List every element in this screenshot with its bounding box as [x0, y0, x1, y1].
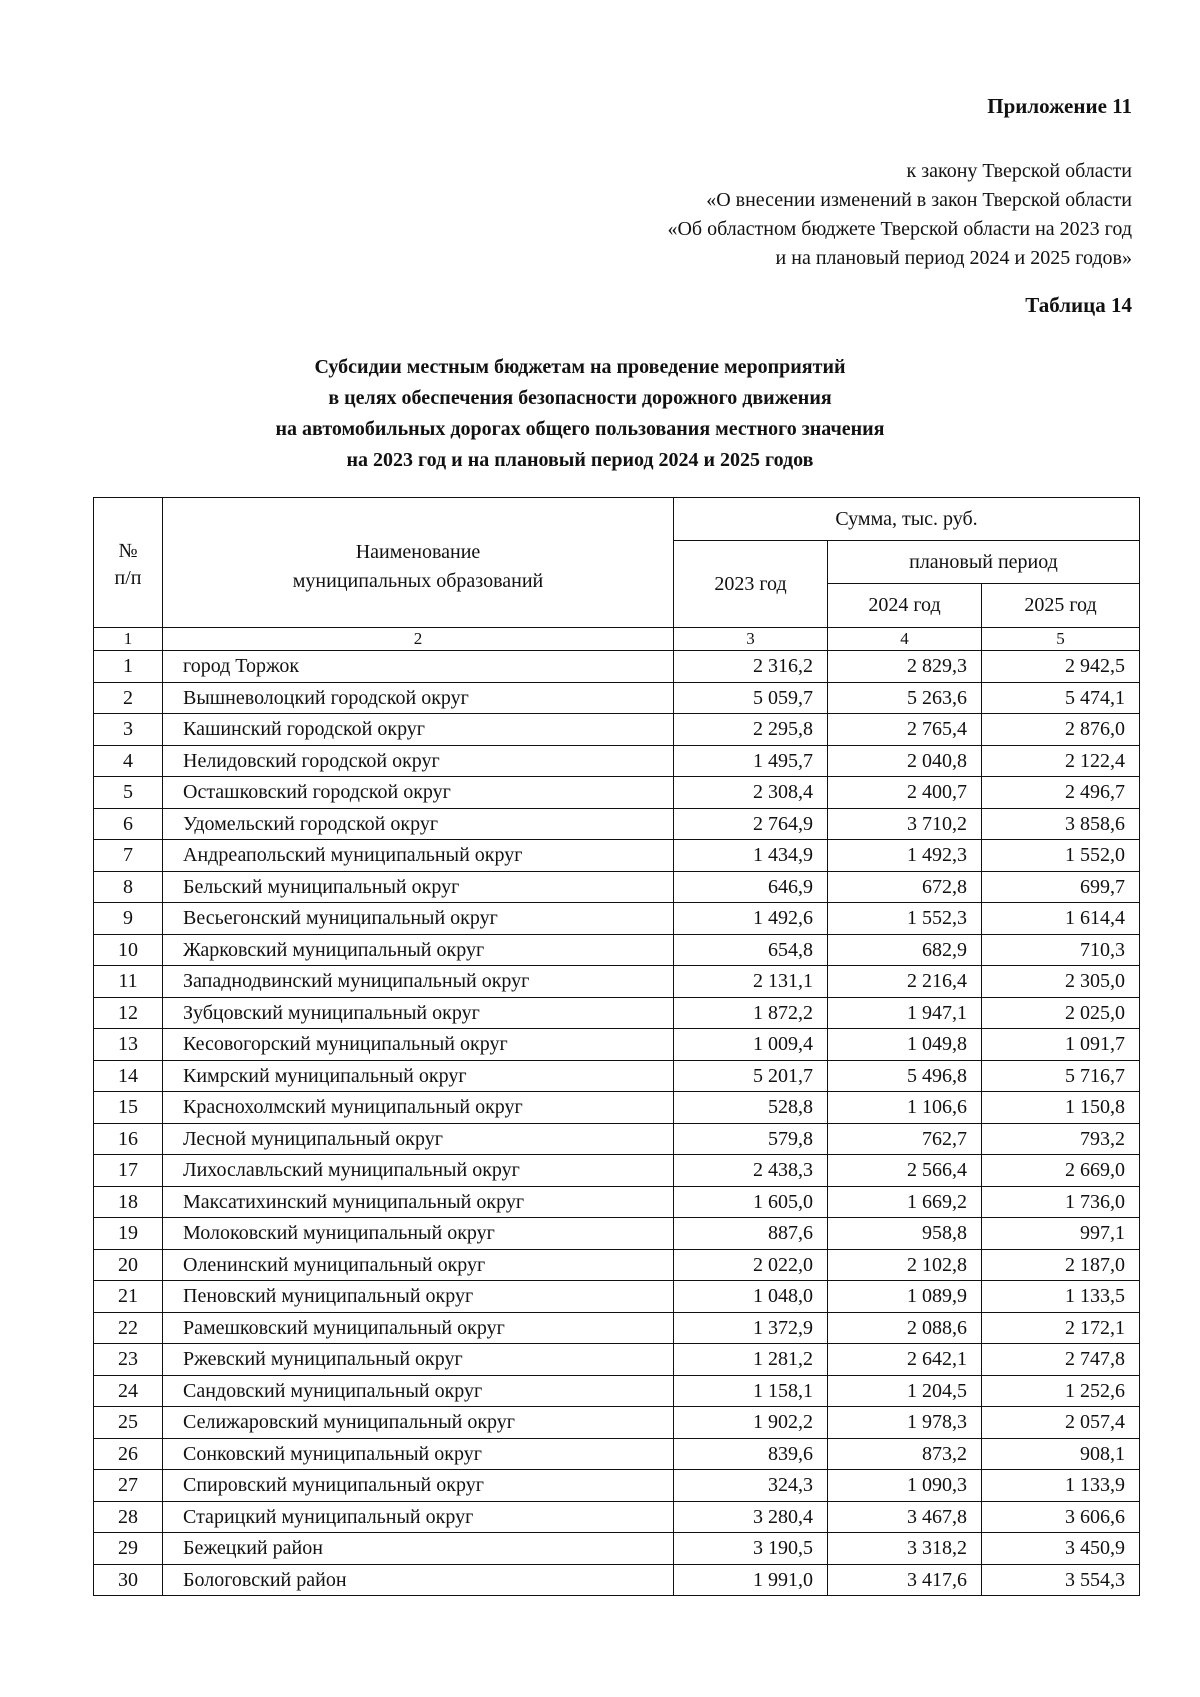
row-number-cell: 11 — [94, 966, 163, 998]
row-2025-cell: 3 858,6 — [982, 808, 1140, 840]
row-name-cell: Кимрский муниципальный округ — [163, 1060, 674, 1092]
header-sum-label: Сумма, тыс. руб. — [835, 507, 978, 530]
row-2023-cell: 887,6 — [674, 1218, 828, 1250]
row-number-cell: 13 — [94, 1029, 163, 1061]
row-2025-cell: 1 133,9 — [982, 1470, 1140, 1502]
row-2024-cell: 2 040,8 — [828, 745, 982, 777]
row-2024-cell: 1 090,3 — [828, 1470, 982, 1502]
document-title — [150, 352, 1010, 476]
row-2025-cell: 2 496,7 — [982, 777, 1140, 809]
row-2023-cell: 1 434,9 — [674, 840, 828, 872]
title-line: Субсидии местным бюджетам на проведение мероприятий — [314, 356, 846, 378]
table-row — [94, 871, 1140, 903]
row-number-cell: 12 — [94, 997, 163, 1029]
header-name-line1: Наименование — [355, 541, 481, 563]
row-2025-cell: 710,3 — [982, 934, 1140, 966]
row-number-cell: 20 — [94, 1249, 163, 1281]
row-2024-cell: 762,7 — [828, 1123, 982, 1155]
row-2025-cell: 699,7 — [982, 871, 1140, 903]
title-line: в целях обеспечения безопасности дорожного движения — [328, 387, 832, 409]
title-line: на автомобильных дорогах общего пользования местного значения — [275, 418, 885, 440]
row-2023-cell: 1 492,6 — [674, 903, 828, 935]
row-number-cell: 19 — [94, 1218, 163, 1250]
table-row — [94, 903, 1140, 935]
table-row — [94, 808, 1140, 840]
row-2024-cell: 1 492,3 — [828, 840, 982, 872]
row-name-cell: Рамешковский муниципальный округ — [163, 1312, 674, 1344]
row-number-cell: 2 — [94, 682, 163, 714]
row-name-cell: Ржевский муниципальный округ — [163, 1344, 674, 1376]
row-2025-cell: 2 942,5 — [982, 651, 1140, 683]
row-2023-cell: 1 991,0 — [674, 1564, 828, 1596]
header-2025-cell — [982, 584, 1140, 628]
row-2024-cell: 672,8 — [828, 871, 982, 903]
row-2024-cell: 1 552,3 — [828, 903, 982, 935]
row-2025-cell: 2 025,0 — [982, 997, 1140, 1029]
row-2025-cell: 2 122,4 — [982, 745, 1140, 777]
column-number-cell: 1 — [94, 628, 163, 651]
column-number-cell: 2 — [163, 628, 674, 651]
row-number-cell: 8 — [94, 871, 163, 903]
table-row — [94, 840, 1140, 872]
table-row — [94, 1344, 1140, 1376]
row-2025-cell: 1 614,4 — [982, 903, 1140, 935]
row-2023-cell: 1 872,2 — [674, 997, 828, 1029]
table-row — [94, 1155, 1140, 1187]
table-row — [94, 1564, 1140, 1596]
table-row — [94, 1186, 1140, 1218]
row-name-cell: Оленинский муниципальный округ — [163, 1249, 674, 1281]
row-2023-cell: 1 048,0 — [674, 1281, 828, 1313]
row-name-cell: Сандовский муниципальный округ — [163, 1375, 674, 1407]
table-row — [94, 1123, 1140, 1155]
header-2024-label: 2024 год — [868, 594, 941, 616]
table-row — [94, 1375, 1140, 1407]
row-2025-cell: 2 747,8 — [982, 1344, 1140, 1376]
row-2024-cell: 1 106,6 — [828, 1092, 982, 1124]
table-row — [94, 1060, 1140, 1092]
table-row — [94, 1438, 1140, 1470]
header-2024-cell — [828, 584, 982, 628]
row-2025-cell: 793,2 — [982, 1123, 1140, 1155]
row-number-cell: 6 — [94, 808, 163, 840]
title-line: на 2023 год и на плановый период 2024 и 2025 годов — [346, 449, 814, 471]
row-2025-cell: 3 606,6 — [982, 1501, 1140, 1533]
row-number-cell: 21 — [94, 1281, 163, 1313]
row-name-cell: Молоковский муниципальный округ — [163, 1218, 674, 1250]
row-number-cell: 17 — [94, 1155, 163, 1187]
header-number-label: № п/п — [114, 540, 142, 589]
row-2024-cell: 2 102,8 — [828, 1249, 982, 1281]
table-row — [94, 966, 1140, 998]
row-2023-cell: 579,8 — [674, 1123, 828, 1155]
row-2024-cell: 2 566,4 — [828, 1155, 982, 1187]
table-body — [94, 651, 1140, 1596]
row-2025-cell: 1 150,8 — [982, 1092, 1140, 1124]
row-2025-cell: 1 133,5 — [982, 1281, 1140, 1313]
header-number-cell — [94, 498, 163, 628]
table-number: Таблица 14 — [1025, 293, 1132, 317]
row-2024-cell: 1 669,2 — [828, 1186, 982, 1218]
row-2023-cell: 1 281,2 — [674, 1344, 828, 1376]
row-name-cell: Спировский муниципальный округ — [163, 1470, 674, 1502]
row-number-cell: 30 — [94, 1564, 163, 1596]
table-row — [94, 1407, 1140, 1439]
row-name-cell: Пеновский муниципальный округ — [163, 1281, 674, 1313]
row-2024-cell: 1 947,1 — [828, 997, 982, 1029]
law-line: «Об областном бюджете Тверской области на 2023 год — [667, 218, 1132, 240]
row-2024-cell: 2 829,3 — [828, 651, 982, 683]
row-name-cell: Бельский муниципальный округ — [163, 871, 674, 903]
row-name-cell: Жарковский муниципальный округ — [163, 934, 674, 966]
row-2025-cell: 1 252,6 — [982, 1375, 1140, 1407]
row-2024-cell: 2 642,1 — [828, 1344, 982, 1376]
row-2025-cell: 2 305,0 — [982, 966, 1140, 998]
row-name-cell: Сонковский муниципальный округ — [163, 1438, 674, 1470]
row-name-cell: Бежецкий район — [163, 1533, 674, 1565]
row-2024-cell: 1 204,5 — [828, 1375, 982, 1407]
row-name-cell: Весьегонский муниципальный округ — [163, 903, 674, 935]
table-row — [94, 997, 1140, 1029]
row-number-cell: 28 — [94, 1501, 163, 1533]
row-name-cell: Кесовогорский муниципальный округ — [163, 1029, 674, 1061]
row-name-cell: Селижаровский муниципальный округ — [163, 1407, 674, 1439]
row-2023-cell: 5 059,7 — [674, 682, 828, 714]
row-2025-cell: 5 716,7 — [982, 1060, 1140, 1092]
table-row — [94, 745, 1140, 777]
row-2023-cell: 2 295,8 — [674, 714, 828, 746]
row-2023-cell: 1 009,4 — [674, 1029, 828, 1061]
row-2023-cell: 5 201,7 — [674, 1060, 828, 1092]
header-2023-label: 2023 год — [714, 572, 787, 595]
row-name-cell: Максатихинский муниципальный округ — [163, 1186, 674, 1218]
row-2023-cell: 1 605,0 — [674, 1186, 828, 1218]
table-row — [94, 1281, 1140, 1313]
row-2023-cell: 324,3 — [674, 1470, 828, 1502]
row-2023-cell: 528,8 — [674, 1092, 828, 1124]
row-2024-cell: 1 089,9 — [828, 1281, 982, 1313]
row-number-cell: 15 — [94, 1092, 163, 1124]
header-sum-cell — [674, 498, 1140, 541]
row-2023-cell: 2 438,3 — [674, 1155, 828, 1187]
row-2023-cell: 1 902,2 — [674, 1407, 828, 1439]
row-number-cell: 16 — [94, 1123, 163, 1155]
row-name-cell: Зубцовский муниципальный округ — [163, 997, 674, 1029]
table-row — [94, 651, 1140, 683]
row-2023-cell: 2 316,2 — [674, 651, 828, 683]
row-name-cell: Старицкий муниципальный округ — [163, 1501, 674, 1533]
row-name-cell: Андреапольский муниципальный округ — [163, 840, 674, 872]
row-2025-cell: 3 450,9 — [982, 1533, 1140, 1565]
row-2024-cell: 1 978,3 — [828, 1407, 982, 1439]
row-number-cell: 25 — [94, 1407, 163, 1439]
row-2023-cell: 646,9 — [674, 871, 828, 903]
row-2024-cell: 1 049,8 — [828, 1029, 982, 1061]
row-2025-cell: 997,1 — [982, 1218, 1140, 1250]
table-row — [94, 1501, 1140, 1533]
row-name-cell: Лесной муниципальный округ — [163, 1123, 674, 1155]
row-2025-cell: 2 172,1 — [982, 1312, 1140, 1344]
row-2023-cell: 2 764,9 — [674, 808, 828, 840]
row-2023-cell: 654,8 — [674, 934, 828, 966]
row-2023-cell: 3 280,4 — [674, 1501, 828, 1533]
row-name-cell: Вышневолоцкий городской округ — [163, 682, 674, 714]
row-number-cell: 4 — [94, 745, 163, 777]
table-row — [94, 934, 1140, 966]
law-line: к закону Тверской области — [906, 160, 1132, 182]
header-planned-label: плановый период — [909, 550, 1058, 573]
table-row — [94, 1092, 1140, 1124]
header-planned-cell — [828, 541, 1140, 584]
row-2024-cell: 2 216,4 — [828, 966, 982, 998]
table-row — [94, 714, 1140, 746]
row-number-cell: 5 — [94, 777, 163, 809]
row-2024-cell: 3 710,2 — [828, 808, 982, 840]
row-2025-cell: 908,1 — [982, 1438, 1140, 1470]
row-number-cell: 26 — [94, 1438, 163, 1470]
row-number-cell: 27 — [94, 1470, 163, 1502]
row-name-cell: Осташковский городской округ — [163, 777, 674, 809]
row-number-cell: 24 — [94, 1375, 163, 1407]
table-row — [94, 1312, 1140, 1344]
header-name-cell — [163, 498, 674, 628]
column-number-cell: 5 — [982, 628, 1140, 651]
row-2025-cell: 2 187,0 — [982, 1249, 1140, 1281]
row-2024-cell: 2 400,7 — [828, 777, 982, 809]
row-2024-cell: 3 467,8 — [828, 1501, 982, 1533]
row-2024-cell: 682,9 — [828, 934, 982, 966]
table-row — [94, 1470, 1140, 1502]
row-2023-cell: 1 372,9 — [674, 1312, 828, 1344]
row-2025-cell: 5 474,1 — [982, 682, 1140, 714]
row-2025-cell: 2 876,0 — [982, 714, 1140, 746]
row-2023-cell: 1 158,1 — [674, 1375, 828, 1407]
row-name-cell: Кашинский городской округ — [163, 714, 674, 746]
row-number-cell: 10 — [94, 934, 163, 966]
row-2023-cell: 839,6 — [674, 1438, 828, 1470]
row-name-cell: город Торжок — [163, 651, 674, 683]
row-2024-cell: 873,2 — [828, 1438, 982, 1470]
table-row — [94, 1249, 1140, 1281]
row-2025-cell: 3 554,3 — [982, 1564, 1140, 1596]
row-number-cell: 1 — [94, 651, 163, 683]
row-2023-cell: 1 495,7 — [674, 745, 828, 777]
row-2023-cell: 3 190,5 — [674, 1533, 828, 1565]
row-name-cell: Лихославльский муниципальный округ — [163, 1155, 674, 1187]
table-row — [94, 1218, 1140, 1250]
law-line: «О внесении изменений в закон Тверской области — [706, 189, 1132, 211]
row-2025-cell: 2 057,4 — [982, 1407, 1140, 1439]
row-2024-cell: 2 088,6 — [828, 1312, 982, 1344]
appendix-label: Приложение 11 — [987, 94, 1132, 118]
row-number-cell: 22 — [94, 1312, 163, 1344]
row-2024-cell: 958,8 — [828, 1218, 982, 1250]
row-number-cell: 14 — [94, 1060, 163, 1092]
row-name-cell: Удомельский городской округ — [163, 808, 674, 840]
row-name-cell: Нелидовский городской округ — [163, 745, 674, 777]
subsidies-table — [93, 497, 1140, 1596]
column-number-cell: 4 — [828, 628, 982, 651]
row-2025-cell: 2 669,0 — [982, 1155, 1140, 1187]
row-2025-cell: 1 736,0 — [982, 1186, 1140, 1218]
row-2024-cell: 3 318,2 — [828, 1533, 982, 1565]
row-number-cell: 9 — [94, 903, 163, 935]
row-name-cell: Краснохолмский муниципальный округ — [163, 1092, 674, 1124]
row-2023-cell: 2 308,4 — [674, 777, 828, 809]
row-2023-cell: 2 131,1 — [674, 966, 828, 998]
header-name-line2: муниципальных образований — [292, 570, 544, 592]
row-name-cell: Бологовский район — [163, 1564, 674, 1596]
row-number-cell: 23 — [94, 1344, 163, 1376]
row-number-cell: 3 — [94, 714, 163, 746]
row-2023-cell: 2 022,0 — [674, 1249, 828, 1281]
row-number-cell: 29 — [94, 1533, 163, 1565]
column-number-row — [94, 628, 1140, 651]
column-number-cell: 3 — [674, 628, 828, 651]
row-2025-cell: 1 552,0 — [982, 840, 1140, 872]
table-row — [94, 1533, 1140, 1565]
table-row — [94, 777, 1140, 809]
row-2025-cell: 1 091,7 — [982, 1029, 1140, 1061]
table-row — [94, 682, 1140, 714]
row-2024-cell: 5 496,8 — [828, 1060, 982, 1092]
header-2025-label: 2025 год — [1024, 594, 1097, 616]
header-2023-cell — [674, 541, 828, 628]
row-2024-cell: 5 263,6 — [828, 682, 982, 714]
law-line: и на плановый период 2024 и 2025 годов» — [775, 247, 1132, 269]
law-reference — [667, 157, 1132, 273]
row-name-cell: Западнодвинский муниципальный округ — [163, 966, 674, 998]
row-number-cell: 18 — [94, 1186, 163, 1218]
row-2024-cell: 3 417,6 — [828, 1564, 982, 1596]
table-row — [94, 1029, 1140, 1061]
row-2024-cell: 2 765,4 — [828, 714, 982, 746]
row-number-cell: 7 — [94, 840, 163, 872]
